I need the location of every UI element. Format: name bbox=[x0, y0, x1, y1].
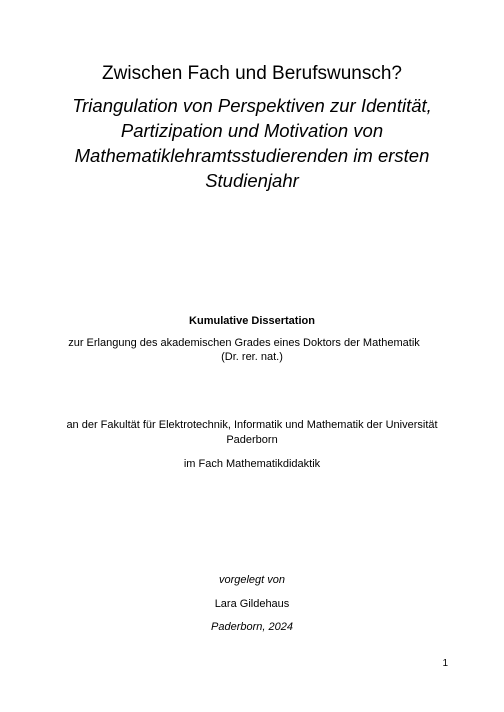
page-number: 1 bbox=[442, 658, 448, 669]
submitted-by-label: vorgelegt von bbox=[218, 574, 286, 586]
author-name: Lara Gildehaus bbox=[214, 598, 290, 610]
subtitle-line-1: Triangulation von Perspektiven zur Identität, bbox=[72, 95, 432, 116]
subject-field: im Fach Mathematikdidaktik bbox=[183, 458, 321, 470]
subtitle-line-4: Studienjahr bbox=[205, 170, 299, 191]
faculty-line-1: an der Fakultät für Elektrotechnik, Informatik und Mathematik der Universität bbox=[66, 419, 438, 431]
faculty-line-2: Paderborn bbox=[226, 434, 278, 446]
subtitle-line-3: Mathematiklehramtsstudierenden im ersten bbox=[74, 145, 430, 166]
document-title: Zwischen Fach und Berufswunsch? bbox=[102, 63, 402, 84]
purpose-line-2: (Dr. rer. nat.) bbox=[221, 351, 283, 363]
dissertation-type: Kumulative Dissertation bbox=[189, 315, 315, 327]
place-and-year: Paderborn, 2024 bbox=[211, 621, 293, 633]
subtitle-line-2: Partizipation und Motivation von bbox=[120, 120, 384, 141]
purpose-line-1: zur Erlangung des akademischen Grades eines Doktors der Mathematik bbox=[68, 337, 420, 349]
